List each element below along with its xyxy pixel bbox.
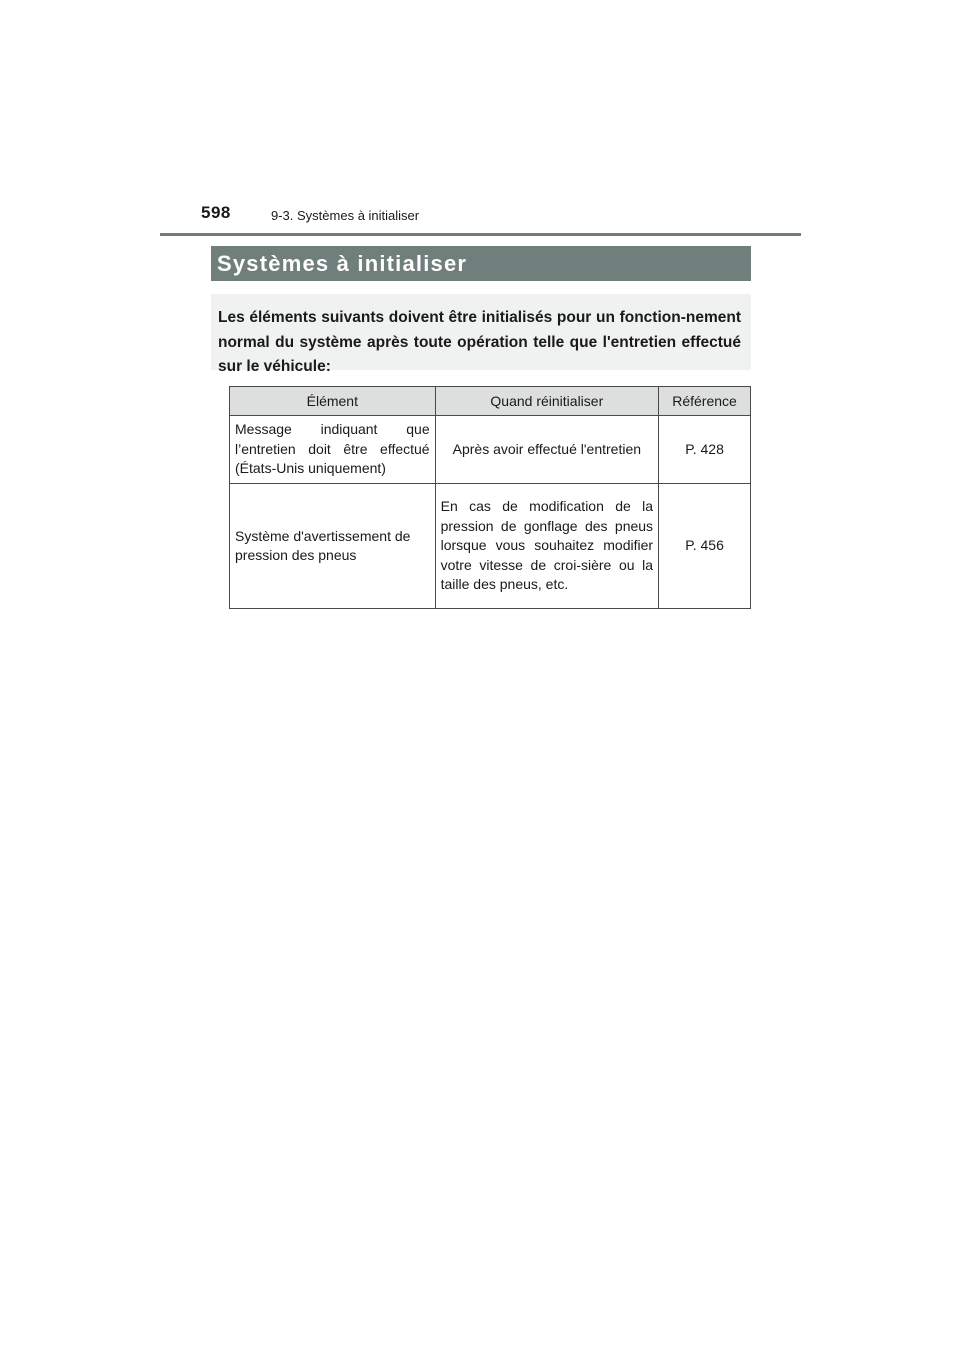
column-header-element: Élément <box>230 387 436 416</box>
page-number: 598 <box>201 203 231 222</box>
cell-when: Après avoir effectué l'entretien <box>435 416 658 484</box>
section-title: Systèmes à initialiser <box>217 250 468 276</box>
column-header-when: Quand réinitialiser <box>435 387 658 416</box>
table-row <box>230 484 751 609</box>
intro-text: Les éléments suivants doivent être initialisés pour un fonction-nement normal du système après toute opération telle que l'entretien effectué sur le véhicule: <box>218 309 741 375</box>
cell-when: En cas de modification de la pression de gonflage des pneus lorsque vous souhaitez modifier votre vitesse de croi-sière ou la taille des pneus, etc. <box>435 484 658 609</box>
table-row <box>230 416 751 484</box>
section-title-bar <box>211 246 751 281</box>
intro-box <box>211 294 751 375</box>
section-breadcrumb: 9-3. Systèmes à initialiser <box>271 208 420 223</box>
header-divider <box>160 233 801 236</box>
cell-element: Message indiquant que l’entretien doit être effectué (États-Unis uniquement) <box>230 416 436 484</box>
cell-reference: P. 428 <box>659 416 751 484</box>
initialization-table <box>229 386 751 609</box>
cell-reference: P. 456 <box>659 484 751 609</box>
table-header-row <box>230 387 751 416</box>
cell-element: Système d'avertissement de pression des pneus <box>230 484 436 609</box>
column-header-reference: Référence <box>659 387 751 416</box>
